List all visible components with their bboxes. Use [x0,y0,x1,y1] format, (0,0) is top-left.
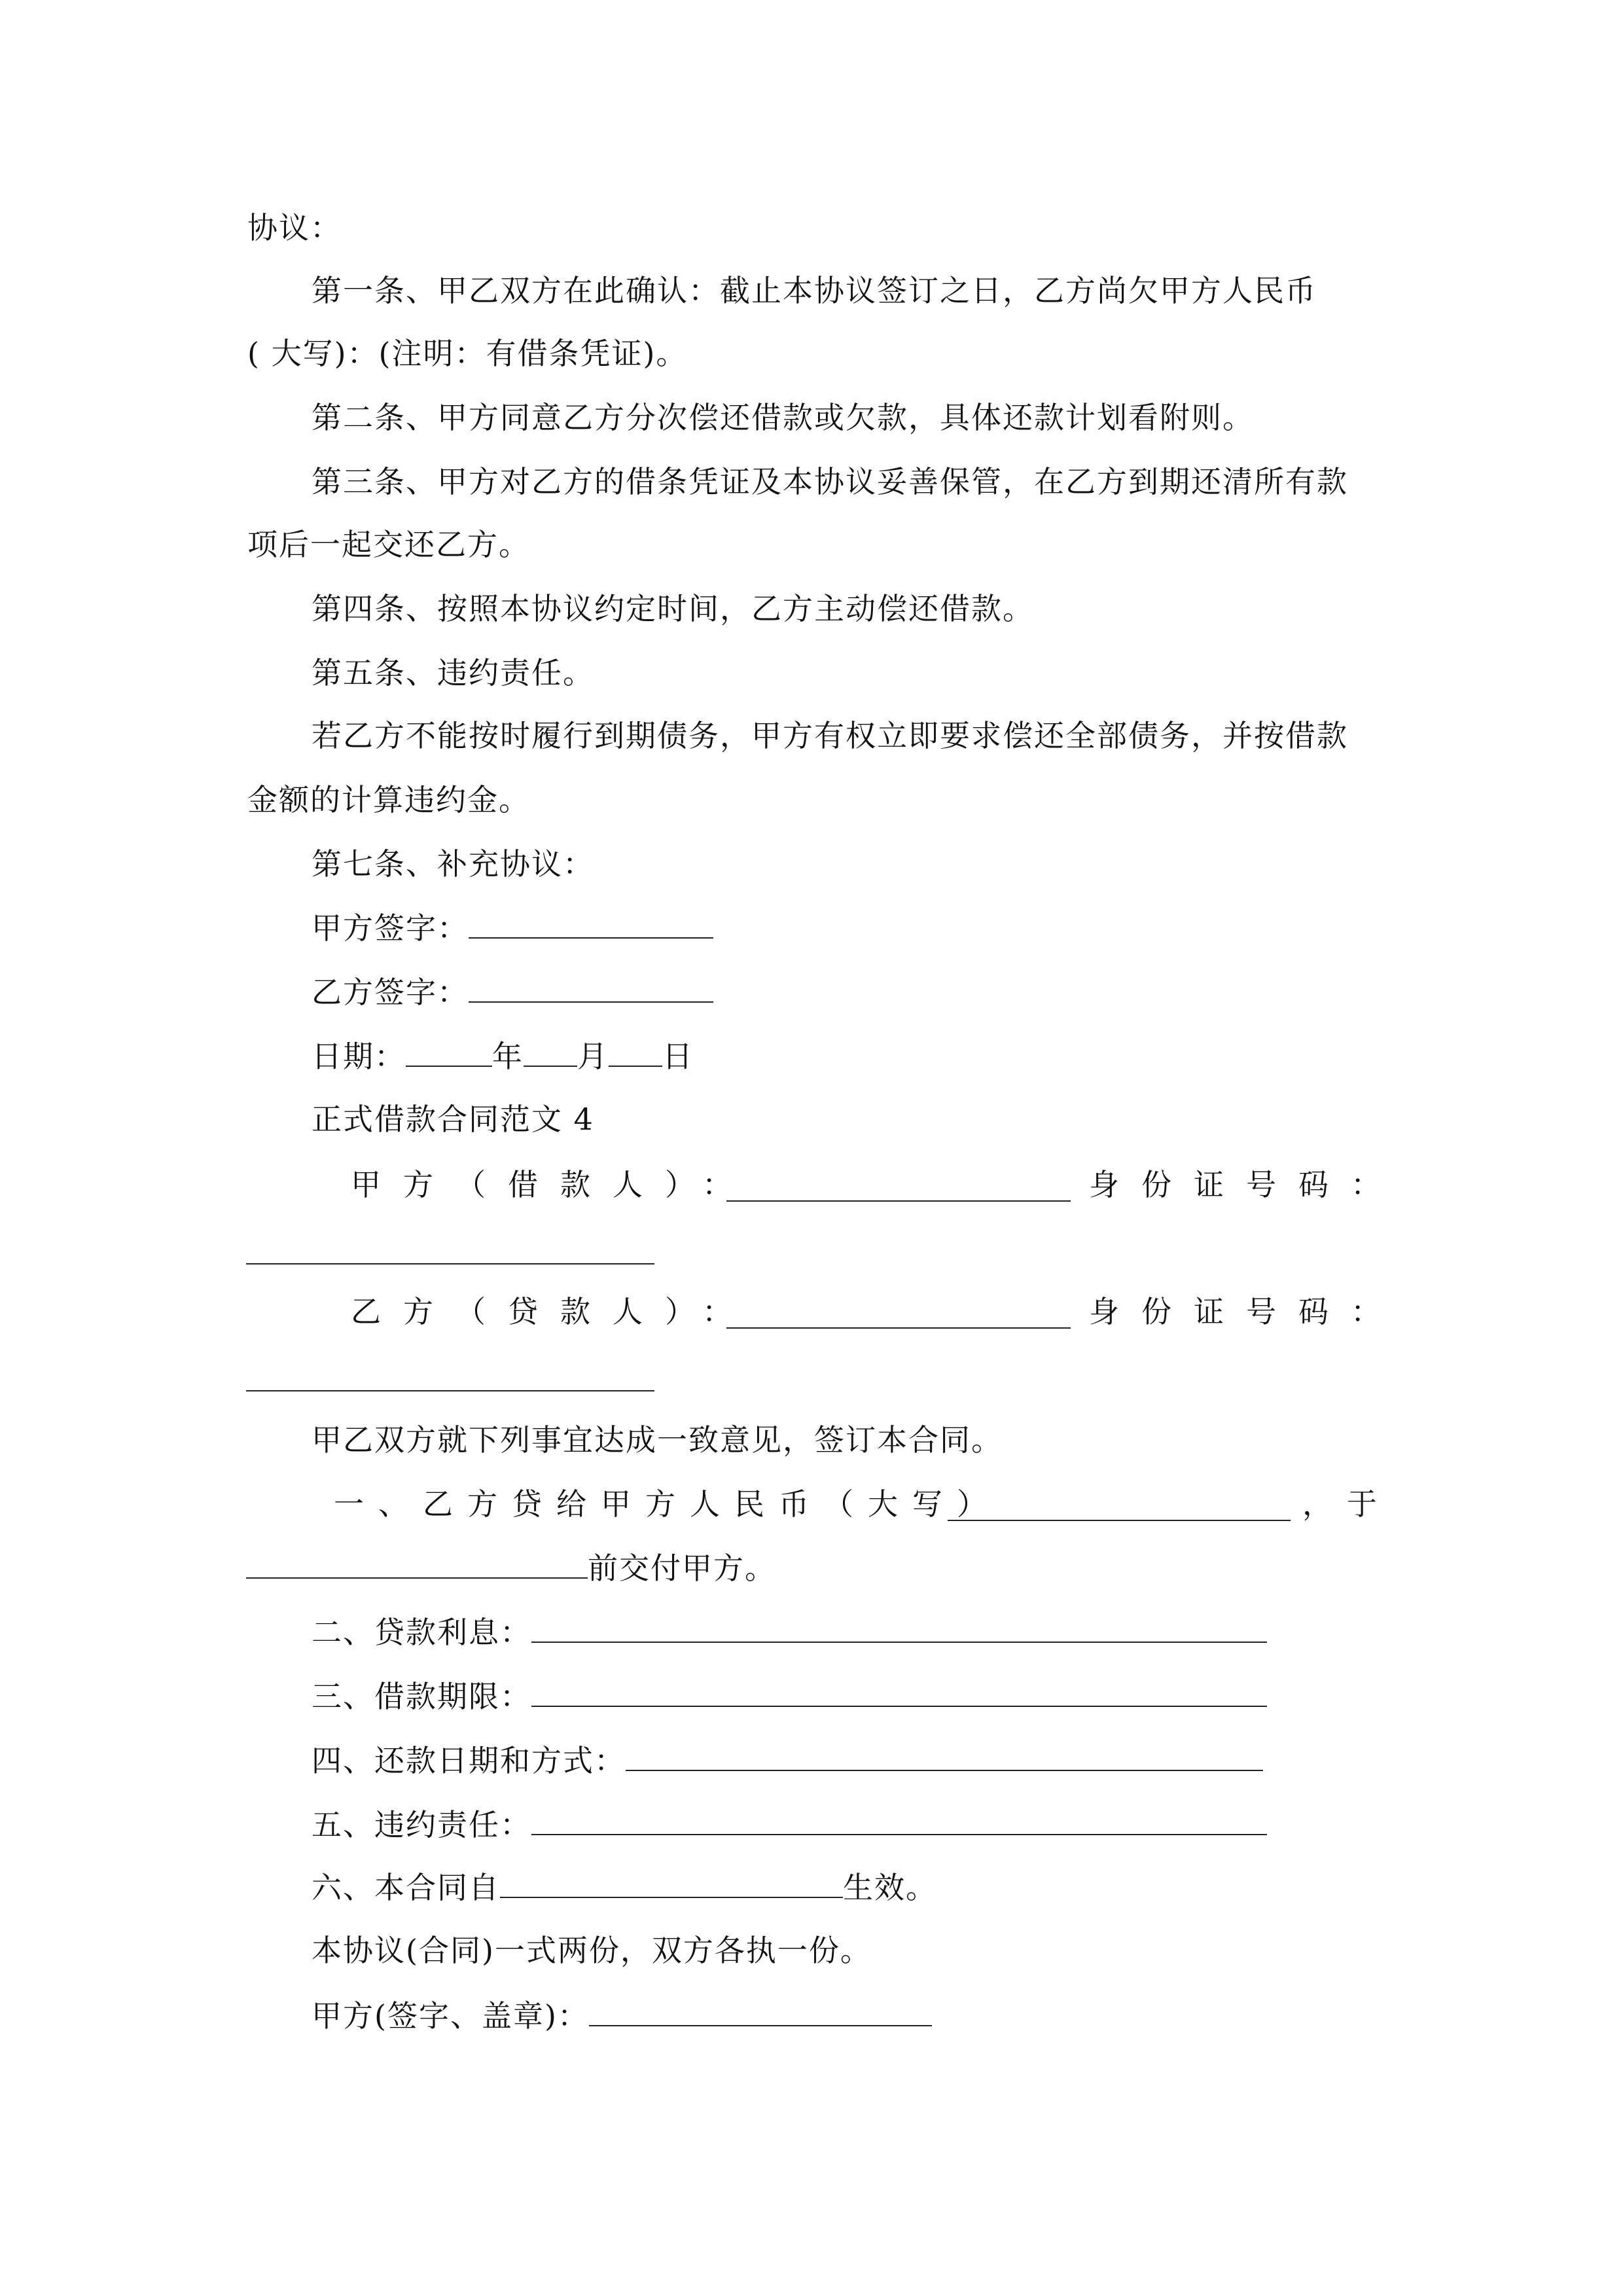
line-party-a-borrower [351,1165,755,1204]
line-clause-6 [312,1867,937,1906]
line-party-a-seal [312,1995,932,2034]
line-clause-5 [312,1804,1267,1843]
interest-blank[interactable] [531,1611,1267,1643]
line-party-b-signature [312,971,713,1011]
text: ( 大写)：(注明：有借条凭证)。 [247,336,688,371]
date-label: 日期： [312,1039,406,1074]
line-article-3 [312,462,1348,501]
line-clause-1-cont [246,1547,776,1587]
line-clause-1 [334,1484,1001,1524]
text: 甲方签字： [312,910,469,946]
text: 三、借款期限： [312,1679,531,1714]
party-b-label: 乙方（贷款人）： [351,1294,755,1329]
line-article-1-cont [247,334,687,373]
year-label: 年 [492,1039,524,1074]
contract-title: 正式借款合同范文 4 [312,1102,594,1137]
text: 项后一起交还乙方。 [247,527,530,562]
line-clause-1-tail [1302,1484,1391,1524]
month-label: 月 [577,1039,609,1074]
text: 生效。 [843,1870,937,1905]
text: 甲乙双方就下列事宜达成一致意见，签订本合同。 [312,1422,1003,1458]
id-number-label: 身份证号码： [1089,1167,1403,1202]
line-party-a-id [1089,1165,1403,1204]
line-article-7 [312,844,594,884]
text: 二、贷款利息： [312,1615,531,1650]
text: 乙方签字： [312,975,469,1010]
text: 协议： [247,210,342,245]
line-copies [312,1931,872,1970]
loan-term-blank[interactable] [531,1676,1267,1707]
line-party-b-lender [351,1292,755,1331]
line-party-a-signature [312,907,713,946]
day-label: 日 [662,1039,694,1074]
year-blank[interactable] [406,1035,492,1067]
text: 第二条、甲方同意乙方分次偿还借款或欠款，具体还款计划看附则。 [312,400,1254,435]
text: 一、乙方贷给甲方人民币（大写） [334,1486,1001,1522]
text: 甲方(签字、盖章)： [312,1998,589,2034]
text: 金额的计算违约金。 [247,782,530,817]
party-a-id-blank[interactable] [246,1233,654,1265]
line-article-4 [312,589,1034,628]
effective-date-blank[interactable] [500,1867,843,1898]
party-b-signature-blank[interactable] [469,971,713,1003]
line-party-b-id [1089,1292,1403,1331]
repayment-blank[interactable] [626,1740,1263,1771]
month-blank[interactable] [524,1035,577,1067]
line-agreement-intro [312,1420,1003,1460]
line-contract-title [312,1100,594,1139]
line-breach-clause [312,716,1348,755]
id-number-label: 身份证号码： [1089,1294,1403,1329]
line-article-5 [312,653,594,692]
party-a-label: 甲方（借款人）： [351,1167,755,1202]
text: 第七条、补充协议： [312,846,594,882]
text: 第四条、按照本协议约定时间，乙方主动偿还借款。 [312,591,1034,626]
party-a-seal-blank[interactable] [589,1995,932,2026]
line-clause-4 [312,1740,1263,1779]
text: 六、本合同自 [312,1870,500,1905]
line-date [312,1035,694,1075]
text: ，于 [1302,1486,1391,1522]
line-clause-3 [312,1676,1267,1715]
party-a-name-blank[interactable] [726,1170,1071,1202]
party-b-id-blank[interactable] [246,1360,654,1391]
text: 前交付甲方。 [588,1551,776,1586]
day-blank[interactable] [609,1035,662,1067]
line-article-3-cont [247,525,530,564]
line-article-2 [312,398,1254,437]
breach-blank[interactable] [531,1804,1267,1835]
text: 第一条、甲乙双方在此确认：截止本协议签订之日，乙方尚欠甲方人民币 [312,273,1317,308]
party-b-name-blank[interactable] [726,1297,1071,1329]
line-article-1 [312,271,1317,310]
text: 若乙方不能按时履行到期债务，甲方有权立即要求偿还全部债务，并按借款 [312,718,1348,753]
text: 五、违约责任： [312,1807,531,1842]
text: 第三条、甲方对乙方的借条凭证及本协议妥善保管，在乙方到期还清所有款 [312,464,1348,499]
text: 四、还款日期和方式： [312,1743,626,1778]
party-a-signature-blank[interactable] [469,907,713,939]
payment-date-blank[interactable] [246,1547,588,1579]
text: 本协议(合同)一式两份，双方各执一份。 [312,1933,872,1968]
line-breach-clause-cont [247,780,530,819]
line-agreement-heading [247,208,342,247]
loan-amount-blank[interactable] [948,1490,1291,1521]
line-clause-2 [312,1611,1267,1651]
text: 第五条、违约责任。 [312,655,594,691]
